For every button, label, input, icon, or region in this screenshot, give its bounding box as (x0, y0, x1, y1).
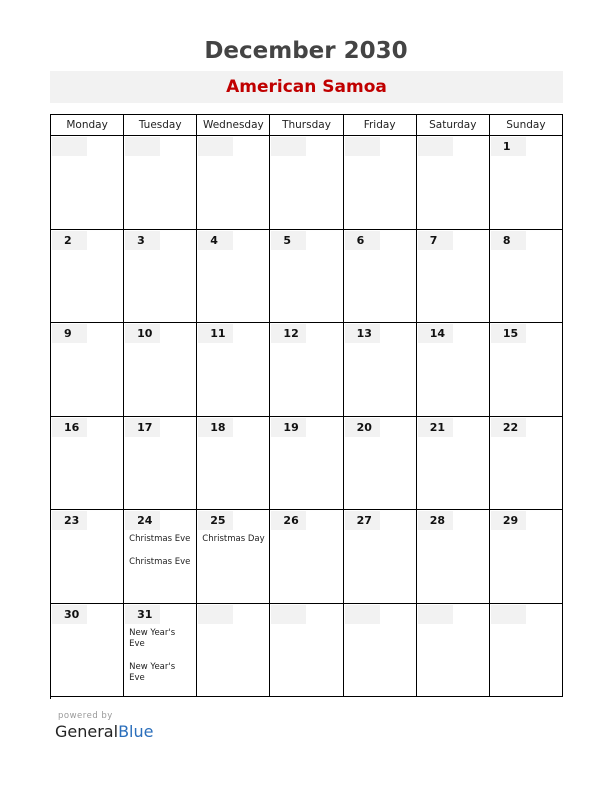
day-cell-16[interactable] (51, 417, 124, 511)
day-number (345, 605, 380, 624)
day-cell-4[interactable] (197, 230, 270, 324)
day-number (271, 137, 306, 156)
day-events (202, 534, 266, 557)
day-number: 15 (491, 324, 526, 343)
day-cell-5[interactable] (270, 230, 343, 324)
day-cell-12[interactable] (270, 323, 343, 417)
day-number: 6 (345, 231, 380, 250)
day-cell-22[interactable] (490, 417, 563, 511)
weekday-header-saturday: Saturday (417, 115, 490, 136)
day-cell-empty[interactable] (197, 136, 270, 230)
calendar-week-row (51, 136, 563, 230)
day-cell-empty[interactable] (417, 136, 490, 230)
day-number: 23 (52, 511, 87, 530)
weekday-header-sunday: Sunday (490, 115, 563, 136)
weekday-header-tuesday: Tuesday (124, 115, 197, 136)
day-cell-11[interactable] (197, 323, 270, 417)
day-cell-23[interactable] (51, 510, 124, 604)
holiday-event: Christmas Day (202, 534, 265, 544)
day-number: 20 (345, 418, 380, 437)
day-number: 22 (491, 418, 526, 437)
holiday-event: Christmas Eve (129, 556, 191, 567)
day-number: 4 (198, 231, 233, 250)
day-cell-31[interactable] (124, 604, 197, 698)
calendar-week-row (51, 510, 563, 604)
day-cell-13[interactable] (344, 323, 417, 417)
holiday-event: Christmas Eve (129, 534, 191, 544)
day-number: 1 (491, 137, 526, 156)
day-number (491, 605, 526, 624)
day-number (418, 137, 453, 156)
calendar-weeks (51, 136, 563, 697)
day-number (198, 605, 233, 624)
day-number: 21 (418, 418, 453, 437)
day-number: 10 (125, 324, 160, 343)
day-cell-7[interactable] (417, 230, 490, 324)
day-number: 12 (271, 324, 306, 343)
day-number (52, 137, 87, 156)
day-cell-27[interactable] (344, 510, 417, 604)
weekday-header-thursday: Thursday (270, 115, 343, 136)
day-cell-empty[interactable] (197, 604, 270, 698)
calendar-grid (50, 114, 563, 699)
calendar-week-row (51, 604, 563, 698)
day-cell-1[interactable] (490, 136, 563, 230)
calendar-week-row (51, 230, 563, 324)
day-number: 16 (52, 418, 87, 437)
day-number: 27 (345, 511, 380, 530)
day-cell-30[interactable] (51, 604, 124, 698)
day-number: 28 (418, 511, 453, 530)
day-cell-empty[interactable] (490, 604, 563, 698)
day-cell-17[interactable] (124, 417, 197, 511)
day-number: 13 (345, 324, 380, 343)
day-number: 26 (271, 511, 306, 530)
day-number: 24 (125, 511, 160, 530)
day-number: 14 (418, 324, 453, 343)
day-number: 9 (52, 324, 87, 343)
day-cell-29[interactable] (490, 510, 563, 604)
region-banner: American Samoa (50, 71, 563, 103)
powered-by-label: powered by (58, 711, 113, 721)
day-number: 17 (125, 418, 160, 437)
day-cell-6[interactable] (344, 230, 417, 324)
day-number (125, 137, 160, 156)
day-cell-empty[interactable] (344, 604, 417, 698)
day-number (198, 137, 233, 156)
brand-logo[interactable] (55, 722, 153, 741)
day-number: 5 (271, 231, 306, 250)
day-number: 19 (271, 418, 306, 437)
day-number: 25 (198, 511, 233, 530)
day-cell-3[interactable] (124, 230, 197, 324)
day-cell-empty[interactable] (270, 136, 343, 230)
calendar-week-row (51, 417, 563, 511)
weekday-header-wednesday: Wednesday (197, 115, 270, 136)
calendar-week-row (51, 323, 563, 417)
day-cell-20[interactable] (344, 417, 417, 511)
day-cell-empty[interactable] (417, 604, 490, 698)
day-cell-empty[interactable] (270, 604, 343, 698)
day-number: 31 (125, 605, 160, 624)
day-number: 7 (418, 231, 453, 250)
day-cell-19[interactable] (270, 417, 343, 511)
day-number (418, 605, 453, 624)
day-cell-10[interactable] (124, 323, 197, 417)
brand-blue-text: Blue (118, 722, 154, 741)
day-number: 30 (52, 605, 87, 624)
day-cell-empty[interactable] (124, 136, 197, 230)
day-cell-21[interactable] (417, 417, 490, 511)
day-cell-25[interactable] (197, 510, 270, 604)
day-cell-8[interactable] (490, 230, 563, 324)
weekday-header-row (51, 115, 563, 136)
day-number: 3 (125, 231, 160, 250)
day-number (271, 605, 306, 624)
day-cell-14[interactable] (417, 323, 490, 417)
holiday-event: New Year's Eve (129, 627, 176, 649)
day-cell-empty[interactable] (51, 136, 124, 230)
day-cell-24[interactable] (124, 510, 197, 604)
day-cell-15[interactable] (490, 323, 563, 417)
brand-general-text: General (55, 722, 119, 741)
day-events (129, 534, 193, 579)
day-cell-18[interactable] (197, 417, 270, 511)
page-title: December 2030 (204, 38, 408, 64)
day-cell-26[interactable] (270, 510, 343, 604)
day-events (129, 628, 193, 696)
day-cell-9[interactable] (51, 323, 124, 417)
weekday-header-friday: Friday (344, 115, 417, 136)
day-number: 8 (491, 231, 526, 250)
day-cell-28[interactable] (417, 510, 490, 604)
day-number: 2 (52, 231, 87, 250)
day-number: 11 (198, 324, 233, 343)
day-cell-2[interactable] (51, 230, 124, 324)
holiday-event: New Year's Eve (129, 661, 176, 683)
day-number: 29 (491, 511, 526, 530)
weekday-header-monday: Monday (51, 115, 124, 136)
day-cell-empty[interactable] (344, 136, 417, 230)
day-number (345, 137, 380, 156)
day-number: 18 (198, 418, 233, 437)
